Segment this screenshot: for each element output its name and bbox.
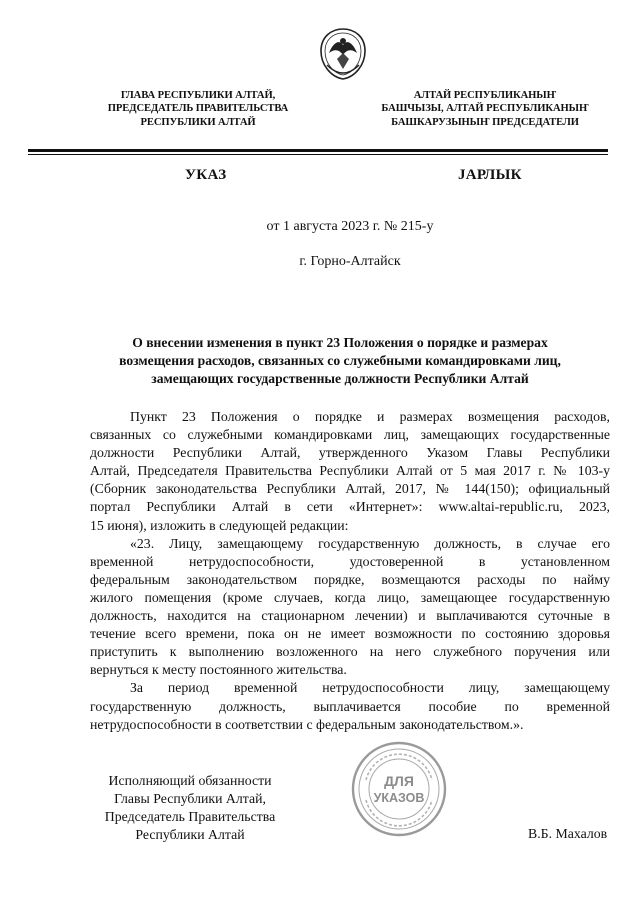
header-divider-thick xyxy=(28,149,608,152)
coat-of-arms-icon xyxy=(319,27,367,81)
document-place: г. Горно-Алтайск xyxy=(299,254,401,269)
text-line: государственную должность, выплачивается пособие по временной xyxy=(90,698,610,714)
stamp-seal-icon xyxy=(350,740,448,838)
signer-title: Исполняющий обязанности Главы Республики Алтай, Председатель Правительства Республики Алтай xyxy=(104,773,276,843)
text-line: «23. Лицу, замещающему государственную должность, в случае его xyxy=(130,535,610,551)
text-line: жилого помещения (кроме случаев, когда лицо, замещающее государственную xyxy=(90,589,610,605)
signer-name: В.Б. Махалов xyxy=(528,826,608,841)
text-line: временной нетрудоспособности, удостоверенной в установленном xyxy=(90,553,610,569)
header-left-title: ГЛАВА РЕСПУБЛИКИ АЛТАЙ, ПРЕДСЕДАТЕЛЬ ПРАВИТЕЛЬСТВА РЕСПУБЛИКИ АЛТАЙ xyxy=(107,90,289,128)
text-line: нетрудоспособности в соответствии с федеральным законодательством.». xyxy=(90,716,524,732)
paragraph-2 xyxy=(90,535,610,680)
header-divider-thin xyxy=(28,154,608,155)
document-subject: О внесении изменения в пункт 23 Положения о порядке и размерах возмещения расходов, связанных со служебными командировками лиц, замещающих государственные должности Республики Алтай xyxy=(119,335,561,386)
text-line: течение всего времени, пока он не имеет возможности по состоянию здоровья xyxy=(90,626,610,642)
text-line: приступить к выполнению возложенного на него служебного поручения или xyxy=(90,644,610,660)
text-line: должности Республики Алтай, утвержденного Указом Главы Республики xyxy=(90,445,610,461)
text-line: За период временной нетрудоспособности лицу, замещающему xyxy=(130,680,610,696)
text-line: портал Республики Алтай в сети «Интернет»: www.altai-republic.ru, 2023, xyxy=(90,499,610,515)
document-body xyxy=(90,408,610,734)
text-line: вернуться к месту постоянного жительства. xyxy=(90,662,347,678)
paragraph-1 xyxy=(90,408,610,535)
text-line: связанных со служебными командировками лиц, замещающих государственные xyxy=(90,427,610,443)
svg-text:УКАЗОВ: УКАЗОВ xyxy=(373,791,425,805)
svg-text:ДЛЯ: ДЛЯ xyxy=(384,773,414,789)
document-type-altai: ЈАРЛЫК xyxy=(458,167,522,183)
document-date-number: от 1 августа 2023 г. № 215-у xyxy=(266,219,434,234)
document-type-russian: УКАЗ xyxy=(185,167,227,183)
paragraph-3 xyxy=(90,679,610,733)
header-right-title: АЛТАЙ РЕСПУБЛИКАНЫҤ БАШЧЫЗЫ, АЛТАЙ РЕСПУБЛИКАНЫҤ БАШКАРУЗЫНЫҤ ПРЕДСЕДАТЕЛИ xyxy=(381,90,589,128)
text-line: Пункт 23 Положения о порядке и размерах возмещения расходов, xyxy=(130,409,610,424)
text-line: федеральным законодательством порядке, возмещаются расходы по найму xyxy=(90,571,610,587)
text-line: должность, находится на стационарном лечении) и выплачиваются суточные в xyxy=(90,608,610,624)
text-line: 15 июня), изложить в следующей редакции: xyxy=(90,517,349,533)
text-line: Алтай, Председателя Правительства Республики Алтай от 5 мая 2017 г. № 103-у xyxy=(90,463,610,479)
text-line: (Сборник законодательства Республики Алтай, 2017, № 144(150); официальный xyxy=(90,481,610,497)
